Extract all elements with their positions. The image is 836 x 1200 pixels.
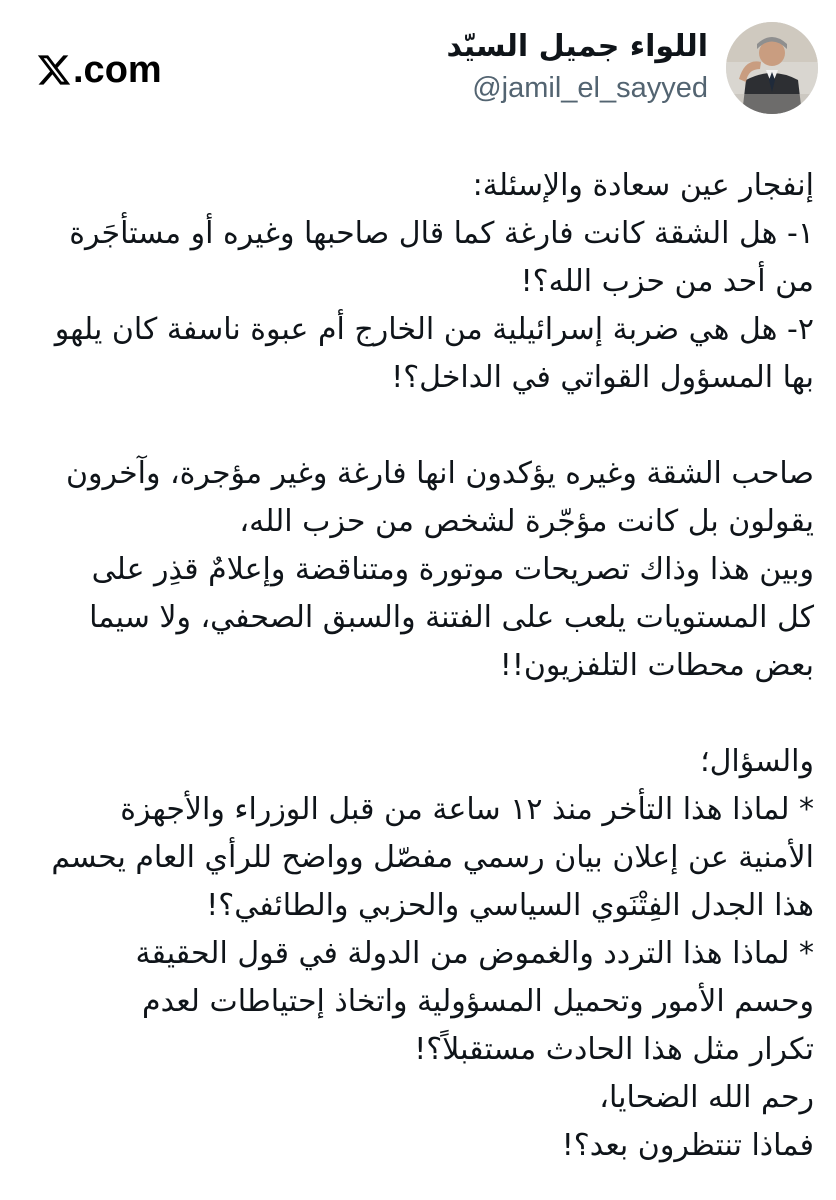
tweet-line: صاحب الشقة وغيره يؤكدون انها فارغة وغير مؤجرة، وآخرون — [66, 456, 814, 491]
brand-domain-text: .com — [73, 49, 162, 91]
x-logo-icon — [36, 52, 72, 88]
user-meta — [446, 28, 708, 106]
tweet-line: من أحد من حزب الله؟! — [520, 264, 814, 299]
user-handle[interactable]: @jamil_el_sayyed — [472, 72, 708, 104]
tweet-line: هذا الجدل الفِتْنَوي السياسي والحزبي والطائفي؟! — [206, 888, 814, 923]
tweet-line: وحسم الأمور وتحميل المسؤولية واتخاذ إحتياطات لعدم — [142, 984, 814, 1019]
tweet-text — [22, 162, 814, 1170]
tweet-line: ١- هل الشقة كانت فارغة كما قال صاحبها وغيره أو مستأجَرة — [69, 216, 814, 251]
tweet-line: يقولون بل كانت مؤجّرة لشخص من حزب الله، — [239, 504, 814, 539]
avatar[interactable] — [726, 22, 818, 114]
tweet-paragraph — [22, 450, 814, 690]
tweet-line: فماذا تنتظرون بعد؟! — [561, 1128, 814, 1163]
display-name[interactable]: اللواء جميل السيّد — [446, 29, 708, 64]
tweet-line: * لماذا هذا التأخر منذ ١٢ ساعة من قبل الوزراء والأجهزة — [120, 792, 814, 827]
tweet-line: الأمنية عن إعلان بيان رسمي مفصّل وواضح للرأي العام يحسم — [51, 840, 814, 875]
tweet-header — [18, 22, 818, 122]
brand-logo[interactable] — [36, 50, 162, 90]
tweet-line: إنفجار عين سعادة والإسئلة: — [472, 168, 814, 203]
tweet-paragraph — [22, 162, 814, 402]
tweet-paragraph — [22, 738, 814, 1170]
tweet-line: والسؤال؛ — [700, 744, 814, 779]
tweet-line: بعض محطات التلفزيون!! — [499, 648, 814, 683]
tweet-line: كل المستويات يلعب على الفتنة والسبق الصحفي، ولا سيما — [89, 600, 814, 635]
tweet-line: وبين هذا وذاك تصريحات موتورة ومتناقضة وإعلامٌ قذِر على — [91, 552, 814, 587]
tweet-line: ٢- هل هي ضربة إسرائيلية من الخارج أم عبوة ناسفة كان يلهو — [54, 312, 814, 347]
tweet-line: تكرار مثل هذا الحادث مستقبلاً؟! — [414, 1032, 814, 1067]
tweet-line: * لماذا هذا التردد والغموض من الدولة في قول الحقيقة — [135, 936, 814, 971]
tweet-line: بها المسؤول القواتي في الداخل؟! — [391, 360, 814, 395]
tweet-line: رحم الله الضحايا، — [599, 1080, 814, 1115]
